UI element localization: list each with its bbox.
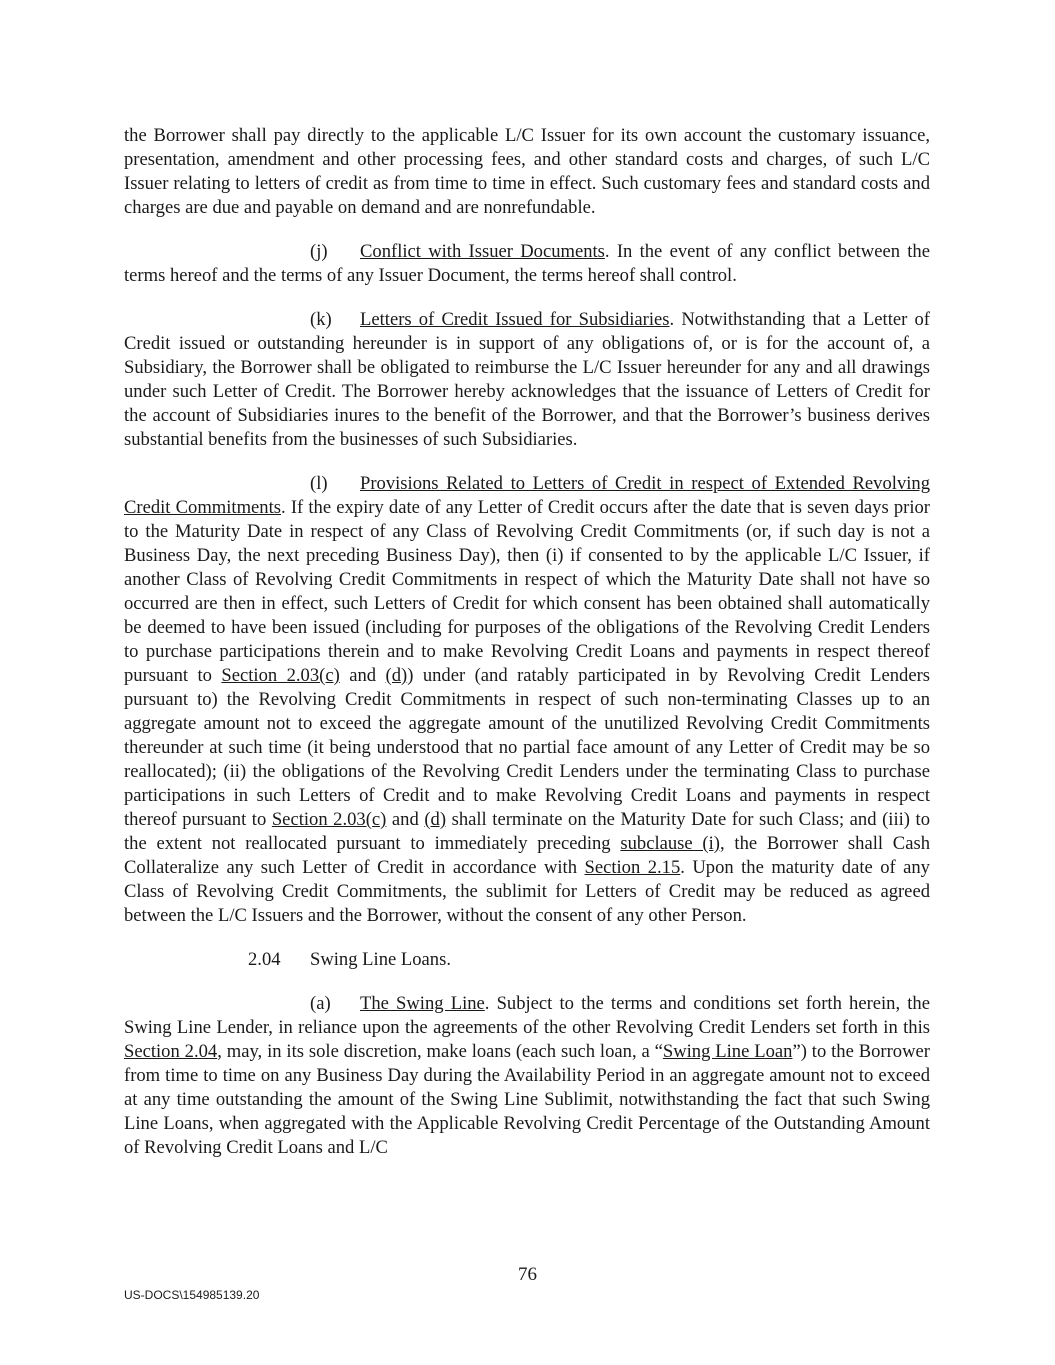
paragraph-l-and-1: and — [339, 665, 386, 686]
document-page — [124, 124, 930, 1160]
paragraph-l-body-1: . If the expiry date of any Letter of Credit occurs after the date that is seven days prior to the Maturity Date in respect of any Class of Revolving Credit Commitments (or, if such day is not a Business Day, the next preceding Business Day), then (i) if consented to by the applicable L/C Issuer, if another Class of Revolving Credit Commitments in respect of which the Maturity Date shall not have so occurred are then in effect, such Letters of Credit for which consent has been obtained shall automatically be deemed to have been issued (including for purposes of the obligations of the Revolving Credit Lenders to purchase participations therein and to make Revolving Credit Loans and payments in respect thereof pursuant to — [124, 497, 930, 686]
swing-line-loan-definition: Swing Line Loan — [662, 1041, 793, 1062]
paragraph-2-04-a-number: (a) — [310, 993, 331, 1014]
paragraph-k-number: (k) — [310, 309, 332, 330]
paragraph-2-04-a-body-3: ”) to the Borrower from time to time on any Business Day during the Availability Period in an aggregate amount not to exceed at any time outstanding the amount of the Swing Line Sublimit, notwithstanding the fact that such Swing Line Loans, when aggregated with the Applicable Revolving Credit Percentage of the Outstanding Amount of Revolving Credit Loans and L/C — [124, 1041, 930, 1158]
paragraph-i-continuation: the Borrower shall pay directly to the applicable L/C Issuer for its own account the customary issuance, presentation, amendment and other processing fees, and other standard costs and charges, of such L/C Issuer relating to letters of credit as from time to time in effect. Such customary fees and standard costs and charges are due and payable on demand and are nonrefundable. — [124, 125, 930, 218]
paragraph-l-and-2: and — [386, 809, 425, 830]
paragraph-2-04-a-body-2: , may, in its sole discretion, make loans (each such loan, a “ — [217, 1041, 663, 1062]
paragraph-k-body: . Notwithstanding that a Letter of Credit issued or outstanding hereunder is in support of any obligations of, or is for the account of, a Subsidiary, the Borrower shall be obligated to reimburse the L/C Issuer hereunder for any and all drawings under such Letter of Credit. The Borrower hereby acknowledges that the issuance of Letters of Credit for the account of Subsidiaries inures to the benefit of the Borrower, and that the Borrower’s business derives substantial benefits from the businesses of such Subsidiaries. — [124, 309, 930, 450]
paragraph-l-body-3: shall terminate on the Maturity Date for such Class; and (iii) to the extent not reallocated pursuant to immediately preceding — [124, 809, 930, 854]
paragraph-l — [124, 472, 930, 928]
page-number: 76 — [518, 1264, 537, 1285]
paragraph-k-title: Letters of Credit Issued for Subsidiaries — [360, 309, 670, 330]
section-2-03c-reference-2: Section 2.03(c) — [271, 809, 387, 830]
paragraph-l-body-5: . Upon the maturity date of any Class of Revolving Credit Commitments, the sublimit for Letters of Credit may be reduced as agreed between the L/C Issuers and the Borrower, without the consent of any other Person. — [124, 857, 930, 926]
section-2-03c-reference: Section 2.03(c) — [221, 665, 340, 686]
paragraph-2-04-a-title: The Swing Line — [360, 993, 485, 1014]
document-id: US-DOCS\154985139.20 — [124, 1288, 260, 1302]
subclause-i-reference: subclause (i) — [620, 833, 720, 854]
paragraph-l-body-4: , the Borrower shall Cash Collateralize any such Letter of Credit in accordance with — [124, 833, 930, 878]
section-2-04-number: 2.04 — [248, 949, 281, 970]
paragraph-2-04-a-body-1: . Subject to the terms and conditions set forth herein, the Swing Line Lender, in reliance upon the agreements of the other Revolving Credit Lenders set forth in this — [124, 993, 930, 1038]
section-2-03d-reference: (d) — [385, 665, 408, 686]
paragraph-l-number: (l) — [310, 473, 328, 494]
paragraph-j-body: . In the event of any conflict between the terms hereof and the terms of any Issuer Document, the terms hereof shall control. — [124, 241, 930, 286]
section-2-04-reference: Section 2.04 — [124, 1041, 218, 1062]
section-2-04-title: Swing Line Loans. — [310, 949, 451, 970]
section-2-15-reference: Section 2.15 — [584, 857, 681, 878]
paragraph-l-title: Provisions Related to Letters of Credit in respect of Extended Revolving Credit Commitments — [124, 473, 930, 518]
paragraph-2-04-a — [124, 992, 930, 1160]
paragraph-k — [124, 308, 930, 452]
section-2-03d-reference-2: (d) — [424, 809, 447, 830]
section-2-04-heading — [124, 948, 930, 972]
paragraph-l-body-2: ) under (and ratably participated in by Revolving Credit Lenders pursuant to) the Revolving Credit Commitments in respect of such non-terminating Classes up to an aggregate amount not to exceed the aggregate amount of the unutilized Revolving Credit Commitments thereunder at such time (it being understood that no partial face amount of any Letter of Credit may be so reallocated); (ii) the obligations of the Revolving Credit Lenders under the terminating Class to purchase participations in such Letters of Credit and to make Revolving Credit Loans and payments in respect thereof pursuant to — [124, 665, 930, 830]
paragraph-j-title: Conflict with Issuer Documents — [360, 241, 605, 262]
paragraph-j — [124, 240, 930, 288]
paragraph-j-number: (j) — [310, 241, 328, 262]
